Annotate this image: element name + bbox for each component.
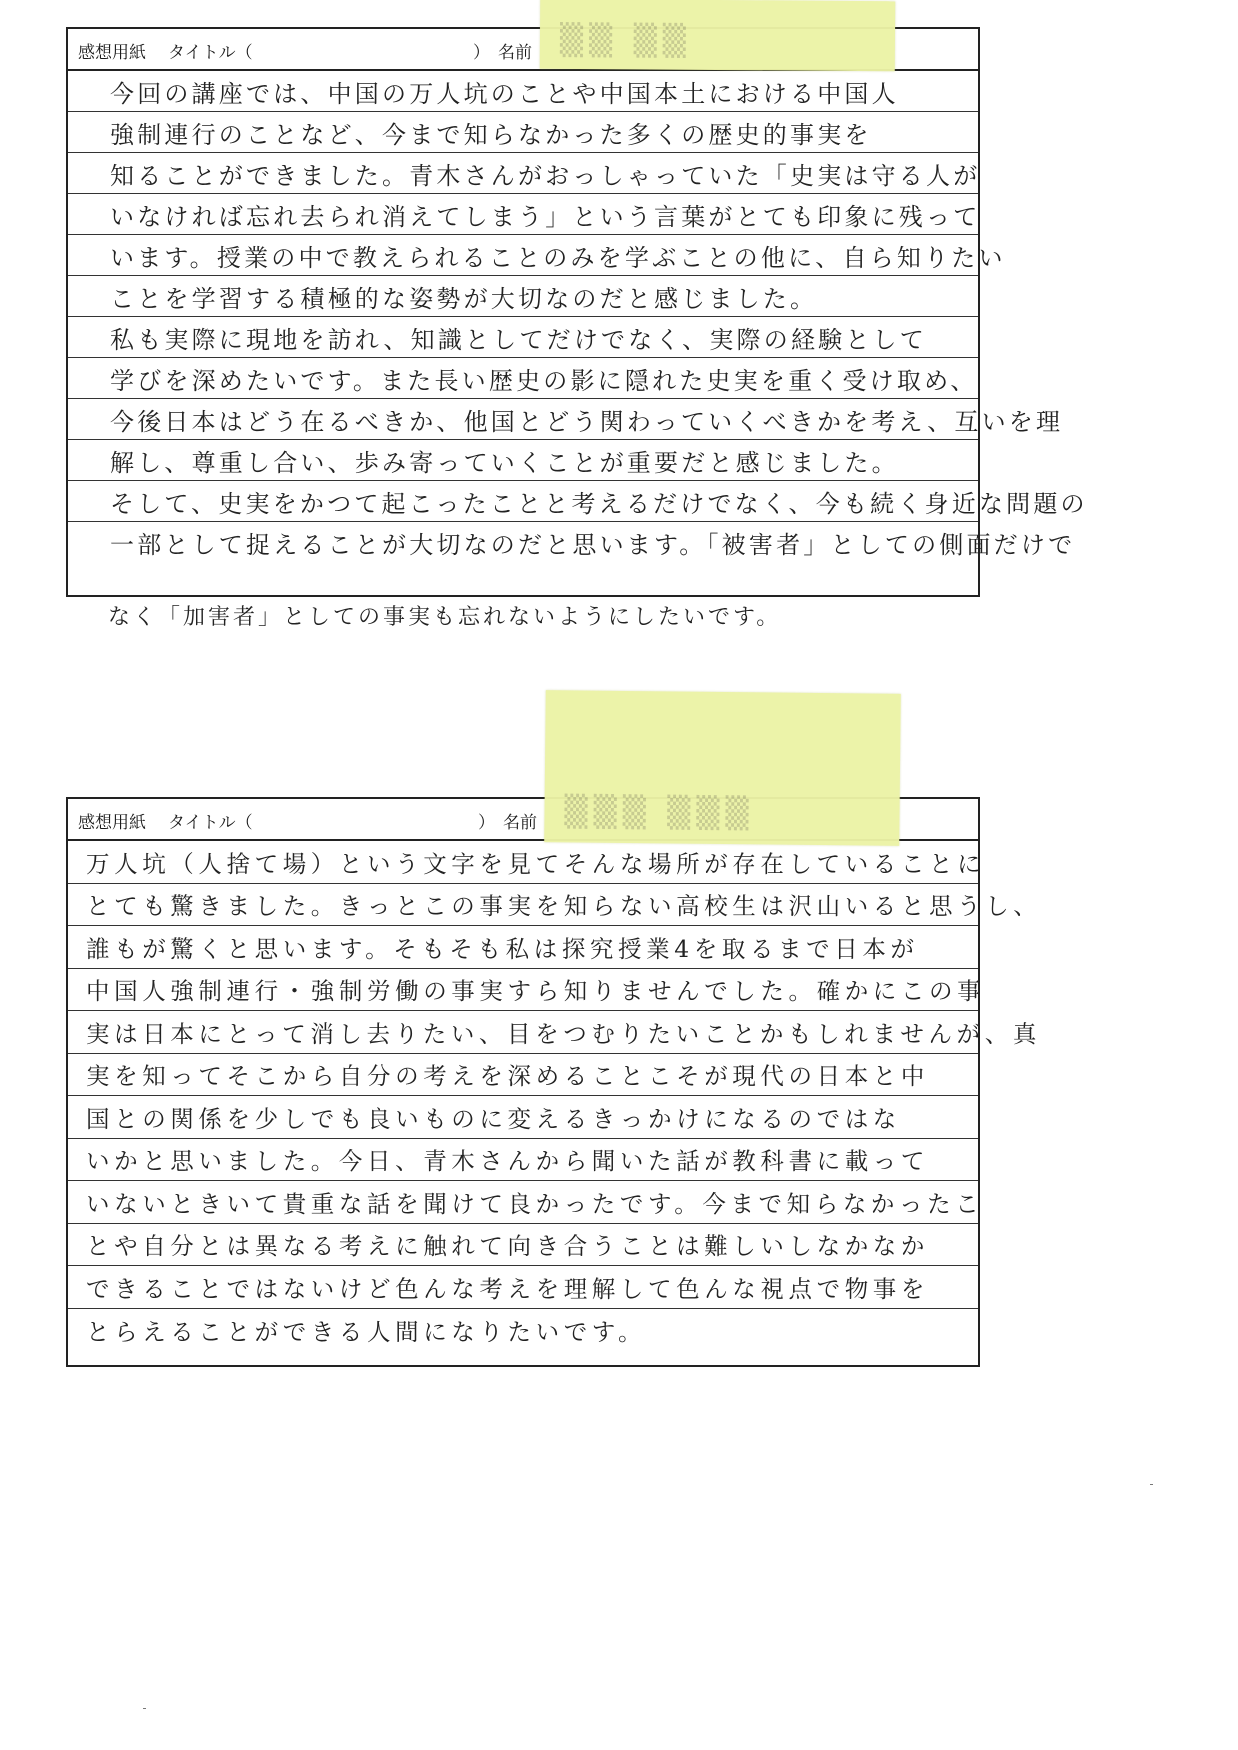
handwritten-line: 学びを深めたいです。また長い歴史の影に隠れた史実を重く受け取め、 (68, 358, 978, 399)
sticky-note-redaction-1 (540, 0, 895, 71)
title-close-paren: ） (473, 43, 490, 63)
scan-speck (143, 1708, 146, 1709)
handwritten-line: 誰もが驚くと思います。そもそも私は探究授業4を取るまで日本が (68, 926, 978, 969)
handwritten-line: 解し、尊重し合い、歩み寄っていくことが重要だと感じました。 (68, 440, 978, 481)
handwritten-line: できることではないけど色んな考えを理解して色んな視点で物事を (68, 1266, 978, 1309)
handwritten-lines (68, 841, 1042, 1351)
form-label: 感想用紙 (78, 43, 146, 63)
redacted-name-smudge: ▒▒ ▒▒ (559, 22, 692, 59)
scan-speck (1150, 1484, 1153, 1485)
handwritten-line: いなければ忘れ去られ消えてしまう」という言葉がとても印象に残って (68, 194, 978, 235)
handwritten-line: 実を知ってそこから自分の考えを深めることこそが現代の日本と中 (68, 1054, 978, 1097)
handwritten-line: ことを学習する積極的な姿勢が大切なのだと感じました。 (68, 276, 978, 317)
handwritten-line: いかと思いました。今日、青木さんから聞いた話が教科書に載って (68, 1139, 978, 1182)
handwritten-line: 一部として捉えることが大切なのだと思います。「被害者」としての側面だけで (110, 531, 1076, 559)
handwritten-line: そして、史実をかつて起こったことと考えるだけでなく、今も続く身近な問題の (68, 481, 978, 522)
handwritten-line: いないときいて貴重な話を聞けて良かったです。今まで知らなかったこ (68, 1181, 978, 1224)
name-label: 名前 (498, 43, 532, 63)
handwritten-line: とても驚きました。きっとこの事実を知らない高校生は沢山いると思うし、 (68, 884, 978, 927)
impression-form-2 (66, 797, 1042, 1367)
handwritten-line: 国との関係を少しでも良いものに変えるきっかけになるのではな (68, 1096, 978, 1139)
handwritten-line: 強制連行のことなど、今まで知らなかった多くの歴史的事実を (68, 112, 978, 153)
handwritten-line: とらえることができる人間になりたいです。 (86, 1317, 647, 1346)
overflow-line: なく「加害者」としての事実も忘れないようにしたいです。 (108, 605, 782, 630)
title-close-paren: ） (478, 813, 495, 833)
redacted-name-smudge: ▒▒▒ ▒▒▒ (564, 794, 755, 832)
handwritten-line: とや自分とは異なる考えに触れて向き合うことは難しいしなかなか (68, 1224, 978, 1267)
handwritten-line: 中国人強制連行・強制労働の事実すら知りませんでした。確かにこの事 (68, 969, 978, 1012)
title-label: タイトル（ (168, 813, 253, 833)
handwritten-line: 実は日本にとって消し去りたい、目をつむりたいことかもしれませんが、真 (68, 1011, 978, 1054)
handwritten-line: 私も実際に現地を訪れ、知識としてだけでなく、実際の経験として (68, 317, 978, 358)
handwritten-line: 知ることができました。青木さんがおっしゃっていた「史実は守る人が (68, 153, 978, 194)
handwritten-line: 今回の講座では、中国の万人坑のことや中国本土における中国人 (68, 71, 978, 112)
impression-form-1 (66, 27, 1088, 597)
handwritten-lines (68, 71, 1088, 563)
title-label: タイトル（ (168, 43, 253, 63)
handwritten-line: 万人坑（人捨て場）という文字を見てそんな場所が存在していることに (68, 841, 978, 884)
sticky-note-redaction-2 (544, 690, 901, 846)
name-label: 名前 (503, 813, 537, 833)
handwritten-line: 今後日本はどう在るべきか、他国とどう関わっていくべきかを考え、互いを理 (68, 399, 978, 440)
form-label: 感想用紙 (78, 813, 146, 833)
handwritten-line: います。授業の中で教えられることのみを学ぶことの他に、自ら知りたい (68, 235, 978, 276)
